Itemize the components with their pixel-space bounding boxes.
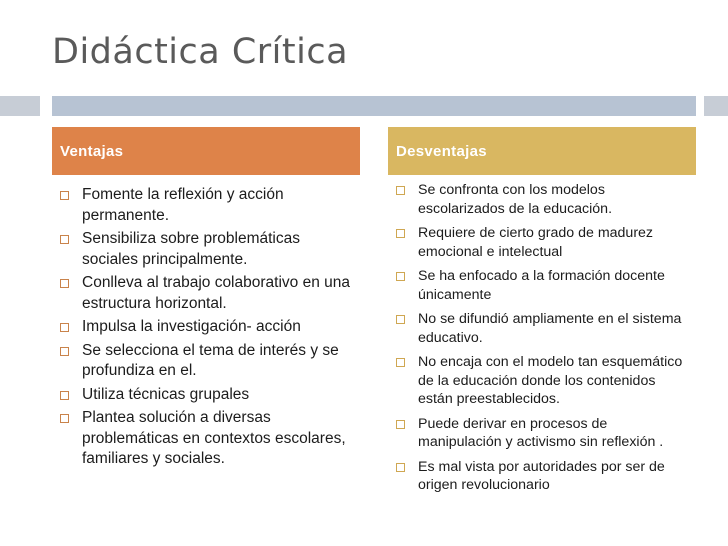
square-bullet-icon [60, 414, 69, 423]
list-item-text: Se selecciona el tema de interés y se profundiza en el. [82, 341, 339, 379]
ventajas-header: Ventajas [52, 127, 360, 175]
list-item-text: Puede derivar en procesos de manipulación y activismo sin reflexión . [418, 415, 664, 450]
list-item-text: Utiliza técnicas grupales [82, 385, 250, 403]
square-bullet-icon [396, 229, 405, 238]
list-item-text: Impulsa la investigación- acción [82, 318, 301, 335]
list-item-text: Conlleva al trabajo colaborativo en una estructura horizontal. [82, 274, 350, 312]
square-bullet-icon [396, 272, 405, 281]
list-item-text: Fomente la reflexión y acción permanente. [82, 186, 284, 224]
list-item [388, 353, 688, 409]
list-item-text: Requiere de cierto grado de madurez emocional e intelectual [418, 225, 654, 260]
list-item-text: Se ha enfocado a la formación docente únicamente [418, 268, 665, 303]
band-left-block [0, 96, 40, 116]
square-bullet-icon [396, 463, 405, 472]
square-bullet-icon [396, 315, 405, 324]
list-item [52, 273, 352, 314]
slide-title: Didáctica Crítica [52, 32, 349, 72]
square-bullet-icon [60, 191, 69, 200]
square-bullet-icon [396, 420, 405, 429]
list-item [388, 224, 688, 261]
list-item-text: No se difundió ampliamente en el sistema educativo. [418, 311, 682, 346]
list-item [388, 310, 688, 347]
list-item [388, 415, 688, 452]
list-item [52, 385, 352, 406]
ventajas-list [52, 185, 352, 473]
list-item-text: Plantea solución a diversas problemáticas en contextos escolares, familiares y sociales. [82, 409, 346, 467]
list-item-text: Es mal vista por autoridades por ser de origen revolucionario [418, 458, 665, 493]
decorative-band [0, 96, 728, 116]
list-item [388, 267, 688, 304]
desventajas-list [388, 181, 688, 501]
square-bullet-icon [60, 279, 69, 288]
list-item-text: No encaja con el modelo tan esquemático de la educación donde los contenidos están preestablecidos. [418, 354, 683, 407]
square-bullet-icon [60, 391, 69, 400]
list-item-text: Sensibiliza sobre problemáticas sociales principalmente. [82, 230, 300, 268]
list-item [52, 229, 352, 270]
list-item [52, 317, 352, 338]
list-item [388, 458, 688, 495]
desventajas-header: Desventajas [388, 127, 696, 175]
square-bullet-icon [60, 347, 69, 356]
square-bullet-icon [396, 186, 405, 195]
square-bullet-icon [60, 323, 69, 332]
square-bullet-icon [60, 235, 69, 244]
band-main-bar [52, 96, 696, 116]
list-item [52, 341, 352, 382]
list-item [388, 181, 688, 218]
list-item-text: Se confronta con los modelos escolarizados de la educación. [418, 182, 613, 217]
square-bullet-icon [396, 358, 405, 367]
list-item [52, 408, 352, 470]
list-item [52, 185, 352, 226]
band-accent-block [704, 96, 728, 116]
